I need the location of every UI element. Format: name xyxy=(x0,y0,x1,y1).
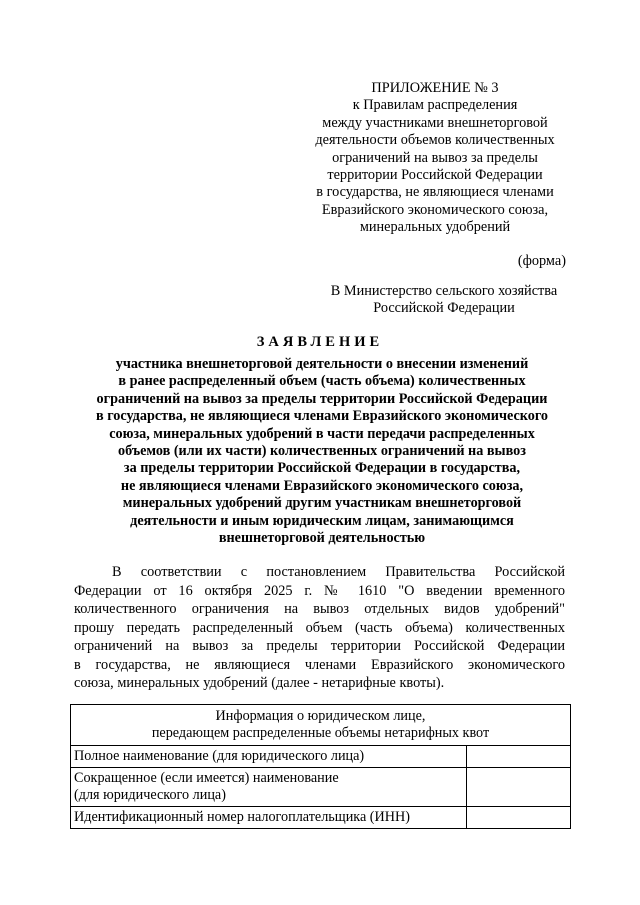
table-row-label xyxy=(71,746,467,768)
table-row-label xyxy=(71,807,467,829)
addressee xyxy=(305,283,583,318)
table-header-cell xyxy=(71,705,571,746)
table-row-value[interactable] xyxy=(466,746,570,768)
body-line: Федерации от 16 октября 2025 г. № 1610 "О введении временного xyxy=(74,582,565,599)
appendix-line: деятельности объемов количественных xyxy=(315,132,555,149)
appendix-line: минеральных удобрений xyxy=(359,219,511,236)
table-header-line: Информация о юридическом лице, xyxy=(215,708,426,724)
subtitle-line: союза, минеральных удобрений в части передачи распределенных xyxy=(109,425,535,442)
document-title: ЗАЯВЛЕНИЕ xyxy=(256,334,384,350)
subtitle-line: участника внешнеторговой деятельности о внесении изменений xyxy=(115,356,529,372)
legal-entity-info-table xyxy=(70,704,571,829)
subtitle-line: внешнеторговой деятельностью xyxy=(218,530,426,547)
addressee-line: В Министерство сельского хозяйства xyxy=(330,283,558,299)
table-row xyxy=(71,768,571,807)
addressee-line: Российской Федерации xyxy=(373,300,515,317)
appendix-line: ограничений на вывоз за пределы xyxy=(332,149,538,166)
appendix-line: между участниками внешнеторговой xyxy=(322,114,548,131)
subtitle-line: деятельности и иным юридическим лицам, занимающимся xyxy=(130,512,514,529)
subtitle-line: минеральных удобрений другим участникам внешнеторговой xyxy=(122,495,522,512)
subtitle-line: в государства, не являющиеся членами Евразийского экономического xyxy=(95,408,549,425)
body-line: прошу передать распределенный объем (часть объема) количественных xyxy=(74,619,565,636)
form-label: (форма) xyxy=(517,253,566,269)
table-header-line: передающем распределенные объемы нетарифных квот xyxy=(151,725,490,741)
subtitle-line: объемов (или их части) количественных ограничений на вывоз xyxy=(118,443,526,460)
appendix-header xyxy=(300,80,570,237)
body-line: ограничений на вывоз за пределы территории Российской Федерации xyxy=(74,638,565,654)
row-label-line: Сокращенное (если имеется) наименование xyxy=(74,770,339,786)
table-row-value[interactable] xyxy=(466,768,570,807)
row-label-line: Идентификационный номер налогоплательщика (ИНН) xyxy=(74,809,410,825)
subtitle-line: не являющиеся членами Евразийского экономического союза, xyxy=(120,477,524,494)
body-line: союза, минеральных удобрений (далее - нетарифные квоты). xyxy=(74,675,445,691)
row-label-line: (для юридического лица) xyxy=(74,787,226,803)
body-paragraph xyxy=(74,563,565,693)
appendix-line: к Правилам распределения xyxy=(352,97,518,114)
table-row-value[interactable] xyxy=(466,807,570,829)
subtitle-line: за пределы территории Российской Федерации в государства, xyxy=(123,460,521,477)
appendix-line: Евразийского экономического союза, xyxy=(321,201,549,218)
subtitle-line: в ранее распределенный объем (часть объема) количественных xyxy=(118,373,526,390)
body-line: количественного ограничения на вывоз отдельных видов удобрений" xyxy=(74,601,565,617)
appendix-line: территории Российской Федерации xyxy=(327,167,543,184)
document-subtitle xyxy=(74,356,570,547)
row-label-line: Полное наименование (для юридического лица) xyxy=(74,748,365,764)
body-line: в государства, не являющиеся членами Евразийского экономического xyxy=(74,656,565,673)
body-line: В соответствии с постановлением Правительства Российской xyxy=(112,564,565,580)
appendix-line: в государства, не являющиеся членами xyxy=(316,184,554,201)
table-row xyxy=(71,807,571,829)
table-row-label xyxy=(71,768,467,807)
appendix-line: ПРИЛОЖЕНИЕ № 3 xyxy=(371,80,499,96)
table-row xyxy=(71,746,571,768)
table-header-row xyxy=(71,705,571,746)
subtitle-line: ограничений на вывоз за пределы территории Российской Федерации xyxy=(96,390,548,407)
